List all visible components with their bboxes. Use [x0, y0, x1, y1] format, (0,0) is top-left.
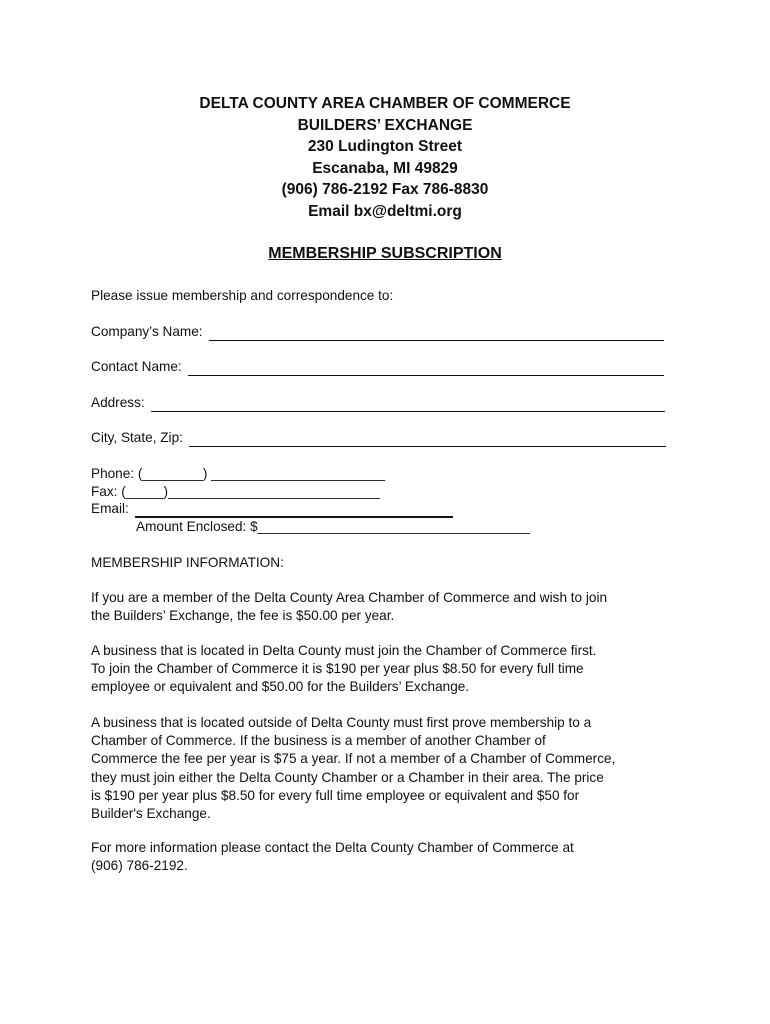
org-phone-fax: (906) 786-2192 Fax 786-8830: [281, 181, 489, 198]
paragraph-line: A business that is located outside of Delta County must first prove membership to a: [91, 715, 592, 730]
company-name-line[interactable]: [209, 327, 664, 341]
org-street: 230 Ludington Street: [307, 138, 463, 155]
info-paragraph-4: [91, 839, 691, 875]
city-state-zip-label: City, State, Zip:: [91, 430, 183, 445]
email-field[interactable]: [91, 499, 453, 518]
address-field[interactable]: [91, 393, 665, 412]
paragraph-line: Commerce the fee per year is $75 a year. If not a member of a Chamber of Commerce,: [91, 751, 616, 767]
contact-name-label: Contact Name:: [91, 359, 182, 374]
paragraph-line: (906) 786-2192.: [91, 858, 188, 874]
city-state-zip-field[interactable]: [91, 428, 666, 447]
address-line[interactable]: [151, 398, 665, 412]
paragraph-line: they must join either the Delta County Chamber or a Chamber in their area. The price: [91, 769, 604, 785]
company-name-label: Company’s Name:: [91, 324, 203, 339]
form-intro: Please issue membership and correspondence to:: [91, 288, 394, 303]
paragraph-line: employee or equivalent and $50.00 for the Builders’ Exchange.: [91, 679, 470, 695]
fax-field[interactable]: Fax: (_____)____________________________: [91, 484, 380, 499]
paragraph-line: Builder's Exchange.: [91, 806, 211, 822]
paragraph-line: If you are a member of the Delta County Area Chamber of Commerce and wish to join: [91, 590, 608, 605]
email-line[interactable]: [135, 503, 453, 518]
membership-info-heading: MEMBERSHIP INFORMATION:: [91, 555, 284, 570]
org-name: DELTA COUNTY AREA CHAMBER OF COMMERCE: [199, 95, 571, 112]
org-division: BUILDERS’ EXCHANGE: [297, 116, 473, 134]
paragraph-line: the Builders’ Exchange, the fee is $50.00 per year.: [91, 608, 395, 624]
info-paragraph-1: [91, 589, 691, 625]
amount-enclosed-field[interactable]: Amount Enclosed: $____________________________________: [136, 519, 530, 534]
contact-name-line[interactable]: [188, 362, 664, 376]
contact-name-field[interactable]: [91, 357, 664, 376]
page-title: MEMBERSHIP SUBSCRIPTION: [268, 245, 502, 262]
phone-field[interactable]: Phone: (________) _______________________: [91, 466, 386, 481]
letterhead: [0, 93, 770, 222]
org-email: Email bx@deltmi.org: [308, 202, 462, 220]
paragraph-line: Chamber of Commerce. If the business is a member of another Chamber of: [91, 733, 546, 749]
paragraph-line: To join the Chamber of Commerce it is $190 per year plus $8.50 for every full time: [91, 661, 584, 677]
paragraph-line: For more information please contact the Delta County Chamber of Commerce at: [91, 840, 574, 855]
address-label: Address:: [91, 395, 145, 410]
org-city: Escanaba, MI 49829: [312, 159, 458, 177]
email-label: Email:: [91, 501, 129, 516]
city-state-zip-line[interactable]: [189, 433, 666, 447]
info-paragraph-3: [91, 714, 691, 823]
paragraph-line: is $190 per year plus $8.50 for every full time employee or equivalent and $50 for: [91, 787, 580, 803]
paragraph-line: A business that is located in Delta County must join the Chamber of Commerce first.: [91, 643, 597, 658]
company-name-field[interactable]: [91, 322, 664, 341]
info-paragraph-2: [91, 642, 691, 697]
